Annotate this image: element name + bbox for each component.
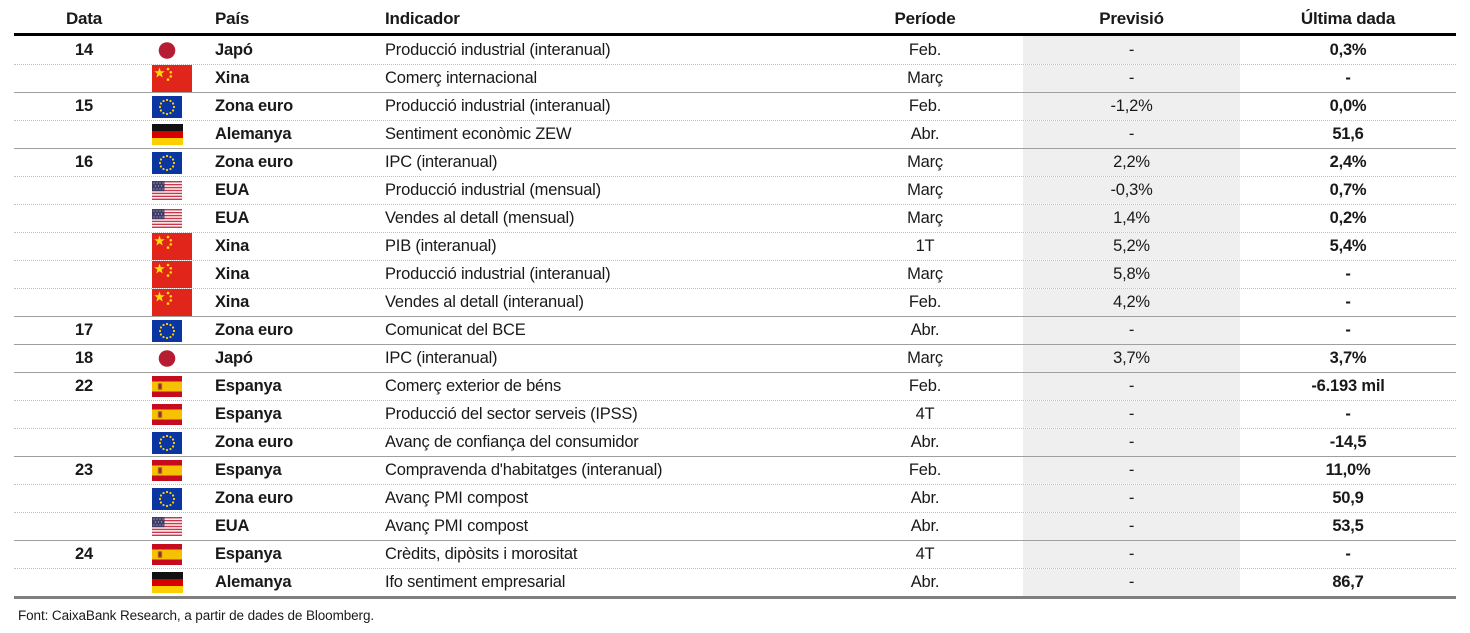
- xina-flag-icon: [152, 233, 192, 260]
- forecast-cell: 5,2%: [1023, 233, 1240, 260]
- table-header-row: [14, 5, 1456, 36]
- eua-flag-icon: [152, 209, 182, 228]
- japo-flag-icon: [152, 348, 182, 369]
- espanya-flag-icon: [152, 460, 182, 481]
- date-cell: 14: [75, 40, 93, 59]
- country-label: Alemanya: [215, 125, 292, 143]
- country-cell: [140, 376, 375, 397]
- date-cell: 18: [75, 349, 93, 367]
- last-data-cell: 11,0%: [1325, 461, 1371, 479]
- country-cell: [140, 152, 375, 174]
- forecast-cell: -: [1023, 513, 1240, 540]
- period-cell: Feb.: [908, 97, 942, 115]
- indicator-label: Ifo sentiment empresarial: [385, 573, 566, 591]
- period-cell: 4T: [915, 405, 935, 423]
- zonaeuro-flag-icon: [152, 320, 182, 342]
- country-label: Japó: [215, 349, 253, 367]
- forecast-cell: -: [1023, 485, 1240, 512]
- date-cell: 23: [75, 461, 93, 479]
- indicator-label: Producció industrial (interanual): [385, 265, 611, 283]
- indicator-label: Avanç de confiança del consumidor: [385, 433, 639, 451]
- japo-flag-icon: [152, 40, 182, 61]
- eua-flag-icon: [152, 517, 182, 536]
- period-cell: Abr.: [910, 433, 940, 451]
- table-row: [14, 428, 1456, 456]
- eua-flag-icon: [152, 181, 182, 200]
- last-data-cell: -: [1345, 545, 1351, 563]
- table-row: [14, 540, 1456, 568]
- last-data-cell: 0,2%: [1329, 209, 1367, 227]
- last-data-cell: -: [1345, 69, 1351, 87]
- country-cell: [140, 488, 375, 510]
- alemanya-flag-icon: [152, 124, 183, 145]
- indicator-label: Producció industrial (interanual): [385, 97, 611, 115]
- forecast-cell: -0,3%: [1023, 177, 1240, 204]
- table-row: [14, 288, 1456, 316]
- zonaeuro-flag-icon: [152, 488, 182, 510]
- country-cell: [140, 181, 375, 200]
- country-label: Espanya: [215, 405, 282, 423]
- date-cell: 22: [75, 377, 93, 395]
- country-cell: [140, 432, 375, 454]
- country-label: Zona euro: [215, 433, 293, 451]
- period-cell: Març: [907, 349, 943, 367]
- table-row: [14, 372, 1456, 400]
- indicator-label: Avanç PMI compost: [385, 489, 529, 507]
- forecast-cell: -: [1023, 373, 1240, 400]
- forecast-cell: -: [1023, 65, 1240, 92]
- flag-wrap: [140, 181, 215, 200]
- country-cell: [140, 124, 375, 145]
- last-data-cell: 50,9: [1332, 489, 1364, 507]
- flag-wrap: [140, 289, 215, 316]
- table-row: [14, 36, 1456, 64]
- flag-wrap: [140, 348, 215, 369]
- indicator-label: IPC (interanual): [385, 153, 498, 171]
- forecast-cell: -: [1023, 457, 1240, 484]
- column-header-pais: País: [215, 9, 250, 28]
- forecast-cell: 4,2%: [1023, 289, 1240, 316]
- last-data-cell: 5,4%: [1329, 237, 1367, 255]
- last-data-cell: -: [1345, 293, 1351, 311]
- column-header-periode: Període: [894, 9, 956, 28]
- forecast-cell: 5,8%: [1023, 261, 1240, 288]
- column-header-ultima-dada: Última dada: [1300, 9, 1396, 28]
- country-cell: [140, 96, 375, 118]
- country-label: Zona euro: [215, 489, 293, 507]
- table-row: [14, 512, 1456, 540]
- country-label: Zona euro: [215, 321, 293, 339]
- flag-wrap: [140, 124, 215, 145]
- last-data-cell: -6.193 mil: [1311, 377, 1385, 395]
- country-label: Zona euro: [215, 153, 293, 171]
- indicator-label: Vendes al detall (mensual): [385, 209, 575, 227]
- indicators-table: [14, 5, 1456, 599]
- period-cell: 1T: [915, 237, 935, 255]
- espanya-flag-icon: [152, 544, 182, 565]
- flag-wrap: [140, 261, 215, 288]
- country-cell: [140, 404, 375, 425]
- table-row: [14, 456, 1456, 484]
- last-data-cell: 3,7%: [1329, 349, 1367, 367]
- table-row: [14, 176, 1456, 204]
- table-row: [14, 148, 1456, 176]
- table-row: [14, 204, 1456, 232]
- country-label: Zona euro: [215, 97, 293, 115]
- country-label: Japó: [215, 40, 253, 59]
- last-data-cell: 0,7%: [1329, 181, 1367, 199]
- flag-wrap: [140, 376, 215, 397]
- country-label: Xina: [215, 69, 250, 87]
- indicator-label: Comunicat del BCE: [385, 321, 526, 339]
- country-cell: [140, 572, 375, 593]
- flag-wrap: [140, 544, 215, 565]
- table-row: [14, 568, 1456, 596]
- column-header-data: Data: [65, 9, 103, 28]
- period-cell: Març: [907, 69, 943, 87]
- forecast-cell: 3,7%: [1023, 345, 1240, 372]
- xina-flag-icon: [152, 289, 192, 316]
- country-cell: [140, 460, 375, 481]
- date-cell: 15: [75, 97, 93, 115]
- flag-wrap: [140, 432, 215, 454]
- indicator-label: Comerç exterior de béns: [385, 377, 562, 395]
- indicator-label: Crèdits, dipòsits i morositat: [385, 545, 578, 563]
- country-label: Espanya: [215, 461, 282, 479]
- last-data-cell: -: [1345, 405, 1351, 423]
- table-row: [14, 344, 1456, 372]
- country-label: Alemanya: [215, 573, 292, 591]
- last-data-cell: 51,6: [1332, 125, 1364, 143]
- indicator-label: Avanç PMI compost: [385, 517, 529, 535]
- zonaeuro-flag-icon: [152, 432, 182, 454]
- indicator-label: Producció industrial (interanual): [385, 40, 611, 59]
- country-cell: [140, 233, 375, 260]
- indicator-label: Comerç internacional: [385, 69, 537, 87]
- indicator-label: Producció industrial (mensual): [385, 181, 601, 199]
- forecast-cell: 2,2%: [1023, 149, 1240, 176]
- last-data-cell: -14,5: [1329, 433, 1367, 451]
- column-header-previsio: Previsió: [1099, 9, 1164, 28]
- flag-wrap: [140, 320, 215, 342]
- period-cell: Feb.: [908, 377, 942, 395]
- period-cell: Març: [907, 153, 943, 171]
- country-label: EUA: [215, 181, 250, 199]
- period-cell: Abr.: [910, 489, 940, 507]
- forecast-cell: -: [1023, 121, 1240, 148]
- table-row: [14, 92, 1456, 120]
- forecast-cell: -: [1023, 541, 1240, 568]
- column-header-indicador: Indicador: [385, 9, 460, 28]
- indicator-label: Sentiment econòmic ZEW: [385, 125, 572, 143]
- period-cell: Feb.: [908, 293, 942, 311]
- country-cell: [140, 40, 375, 61]
- table-row: [14, 120, 1456, 148]
- flag-wrap: [140, 209, 215, 228]
- indicator-label: Producció del sector serveis (IPSS): [385, 405, 638, 423]
- date-cell: 16: [75, 153, 93, 171]
- country-label: Espanya: [215, 377, 282, 395]
- table-row: [14, 400, 1456, 428]
- last-data-cell: 86,7: [1332, 573, 1364, 591]
- period-cell: Abr.: [910, 573, 940, 591]
- last-data-cell: -: [1345, 265, 1351, 283]
- period-cell: Abr.: [910, 517, 940, 535]
- period-cell: Abr.: [910, 125, 940, 143]
- country-cell: [140, 289, 375, 316]
- table-row: [14, 484, 1456, 512]
- zonaeuro-flag-icon: [152, 96, 182, 118]
- country-cell: [140, 544, 375, 565]
- flag-wrap: [140, 460, 215, 481]
- indicator-label: Vendes al detall (interanual): [385, 293, 584, 311]
- zonaeuro-flag-icon: [152, 152, 182, 174]
- country-cell: [140, 209, 375, 228]
- forecast-cell: -: [1023, 429, 1240, 456]
- table-body: [14, 36, 1456, 599]
- indicator-label: Compravenda d'habitatges (interanual): [385, 461, 663, 479]
- flag-wrap: [140, 233, 215, 260]
- alemanya-flag-icon: [152, 572, 183, 593]
- country-label: EUA: [215, 517, 250, 535]
- xina-flag-icon: [152, 65, 192, 92]
- last-data-cell: 0,3%: [1329, 40, 1367, 59]
- period-cell: Feb.: [908, 461, 942, 479]
- period-cell: Feb.: [908, 40, 942, 59]
- espanya-flag-icon: [152, 404, 182, 425]
- period-cell: Abr.: [910, 321, 940, 339]
- country-cell: [140, 261, 375, 288]
- period-cell: Març: [907, 209, 943, 227]
- country-label: Xina: [215, 293, 250, 311]
- forecast-cell: -: [1023, 36, 1240, 64]
- forecast-cell: 1,4%: [1023, 205, 1240, 232]
- source-note: Font: CaixaBank Research, a partir de dades de Bloomberg.: [18, 608, 374, 623]
- flag-wrap: [140, 96, 215, 118]
- period-cell: Març: [907, 265, 943, 283]
- country-cell: [140, 517, 375, 536]
- flag-wrap: [140, 517, 215, 536]
- period-cell: Març: [907, 181, 943, 199]
- country-cell: [140, 348, 375, 369]
- table-row: [14, 316, 1456, 344]
- period-cell: 4T: [915, 545, 935, 563]
- flag-wrap: [140, 404, 215, 425]
- table-row: [14, 64, 1456, 92]
- date-cell: 24: [75, 545, 93, 563]
- country-label: Xina: [215, 237, 250, 255]
- flag-wrap: [140, 152, 215, 174]
- last-data-cell: 0,0%: [1329, 97, 1367, 115]
- forecast-cell: -: [1023, 401, 1240, 428]
- country-label: Espanya: [215, 545, 282, 563]
- flag-wrap: [140, 65, 215, 92]
- country-label: EUA: [215, 209, 250, 227]
- flag-wrap: [140, 40, 215, 61]
- indicator-label: IPC (interanual): [385, 349, 498, 367]
- table-row: [14, 260, 1456, 288]
- xina-flag-icon: [152, 261, 192, 288]
- indicator-label: PIB (interanual): [385, 237, 497, 255]
- country-label: Xina: [215, 265, 250, 283]
- flag-wrap: [140, 488, 215, 510]
- last-data-cell: 2,4%: [1329, 153, 1367, 171]
- last-data-cell: 53,5: [1332, 517, 1364, 535]
- espanya-flag-icon: [152, 376, 182, 397]
- date-cell: 17: [75, 321, 93, 339]
- last-data-cell: -: [1345, 321, 1351, 339]
- forecast-cell: -: [1023, 317, 1240, 344]
- table-row: [14, 232, 1456, 260]
- flag-wrap: [140, 572, 215, 593]
- country-cell: [140, 320, 375, 342]
- forecast-cell: -1,2%: [1023, 93, 1240, 120]
- forecast-cell: -: [1023, 569, 1240, 596]
- country-cell: [140, 65, 375, 92]
